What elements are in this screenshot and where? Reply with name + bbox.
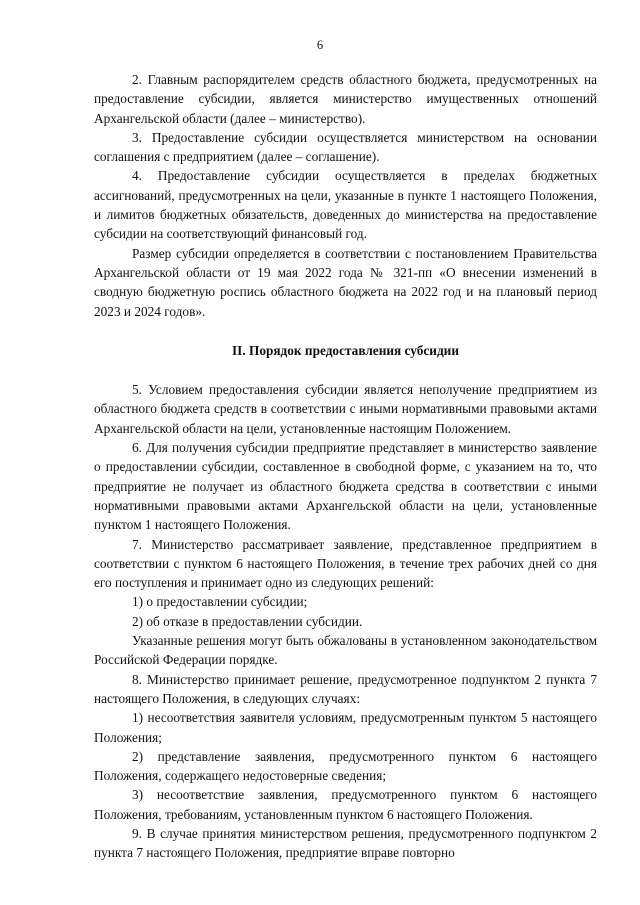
- paragraph-7: 7. Министерство рассматривает заявление, представленное предприятием в соответствии с пунктом 6 настоящего Положения, в течение трех рабочих дней со дня его поступления и принимает одно из следующих решений:: [94, 536, 597, 591]
- list-item-7-2: 2) об отказе в предоставлении субсидии.: [132, 613, 363, 629]
- paragraph-3: 3. Предоставление субсидии осуществляется министерством на основании соглашения с предприятием (далее – соглашение).: [94, 129, 597, 165]
- list-item-8-3: 3) несоответствие заявления, предусмотренного пунктом 6 настоящего Положения, требованиям, установленным пунктом 6 настоящего Положения.: [94, 787, 597, 822]
- paragraph-9: 9. В случае принятия министерством решения, предусмотренного подпунктом 2 пункта 7 настоящего Положения, предприятие вправе повторно: [94, 825, 597, 861]
- paragraph-4: 4. Предоставление субсидии осуществляется в пределах бюджетных ассигнований, предусмотренных на цели, указанные в пункте 1 настоящего Положения, и лимитов бюджетных обязательств, доведенных до министерства на предоставление субсидии на соответствующий финансовый год.: [94, 168, 597, 242]
- paragraph-6: 6. Для получения субсидии предприятие представляет в министерство заявление о предоставлении субсидии, составленное в свободной форме, с указанием на то, что предприятие не получает из областного бюджета средства в соответствии с иными нормативными правовыми актами Архангельской области на цели, установленные пунктом 1 настоящего Положения.: [94, 440, 597, 533]
- list-item-7-1: 1) о предоставлении субсидии;: [132, 594, 308, 610]
- paragraph-subsidy-size: Размер субсидии определяется в соответствии с постановлением Правительства Архангельской области от 19 мая 2022 года № 321-пп «О внесении изменений в сводную бюджетную роспись областного бюджета на 2022 год и на плановый период 2023 и 2024 годов».: [94, 245, 597, 319]
- paragraph-appeal: Указанные решения могут быть обжалованы в установленном законодательством Российской Федерации порядке.: [94, 633, 597, 668]
- paragraph-2: 2. Главным распорядителем средств областного бюджета, предусмотренных на предоставление субсидии, является министерство имущественных отношений Архангельской области (далее – министерство).: [94, 72, 597, 126]
- paragraph-8: 8. Министерство принимает решение, предусмотренное подпунктом 2 пункта 7 настоящего Положения, в следующих случаях:: [94, 671, 597, 706]
- document-body: [94, 70, 597, 863]
- page-number: 6: [316, 38, 324, 52]
- paragraph-5: 5. Условием предоставления субсидии является неполучение предприятием из областного бюджета средств в соответствии с иными нормативными правовыми актами Архангельской области на цели, установленные настоящим Положением.: [94, 382, 597, 436]
- list-item-8-2: 2) представление заявления, предусмотренного пунктом 6 настоящего Положения, содержащего недостоверные сведения;: [94, 748, 597, 784]
- list-item-8-1: 1) несоответствия заявителя условиям, предусмотренным пунктом 5 настоящего Положения;: [94, 710, 597, 745]
- section-heading: II. Порядок предоставления субсидии: [231, 342, 459, 358]
